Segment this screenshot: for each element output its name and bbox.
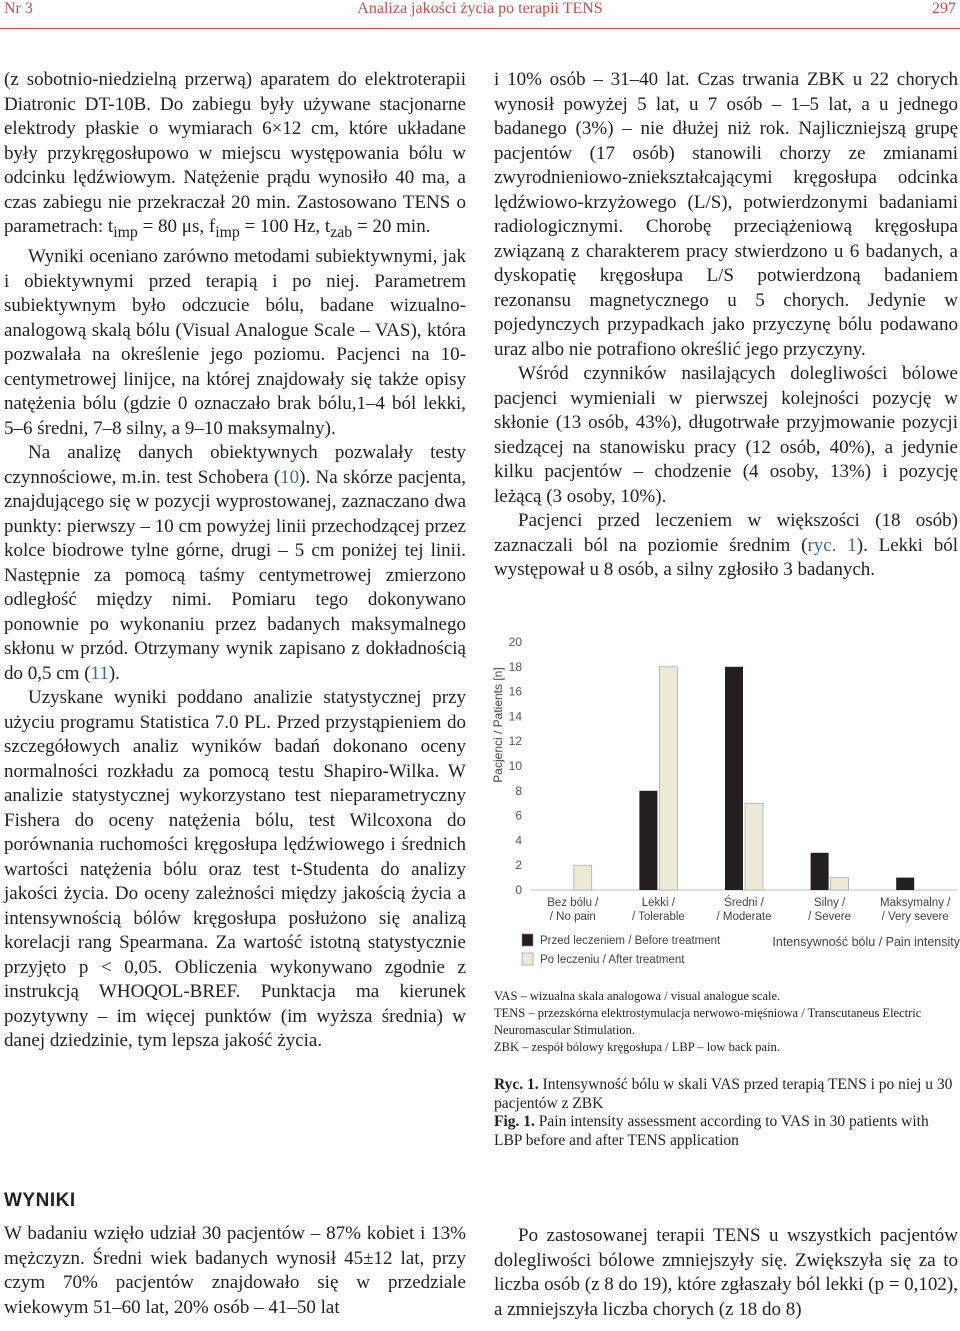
x-tick-label: / Moderate bbox=[716, 911, 772, 923]
text-run: = 100 Hz, t bbox=[239, 216, 331, 237]
reference-link[interactable]: 11 bbox=[90, 662, 109, 684]
header-rule bbox=[0, 28, 960, 29]
legend-label-before: Przed leczeniem / Before treatment bbox=[540, 935, 721, 947]
x-tick-label: / No pain bbox=[549, 911, 596, 923]
methods-paragraph-3 bbox=[4, 441, 466, 686]
y-axis-title: Pacjenci / Patients [n] bbox=[491, 667, 505, 783]
x-tick-label: / Very severe bbox=[881, 911, 949, 923]
legend-label-after: Po leczeniu / After treatment bbox=[540, 954, 685, 966]
bar-before-4 bbox=[896, 878, 914, 890]
methods-paragraph-2: Wyniki oceniano zarówno metodami subiektywnymi, jak i obiektywnymi przed terapią i po niej. Parametrem subiektywnym było odczucie bólu, badane wizualno-analogową skalą bólu (Visual Analogue Scale – VAS), która pozwalała na określenie jego poziomu. Pacjenci na 10-centymetrowej linijce, na której znajdowały się także opisy natężenia bólu (gdzie 0 oznaczało brak bólu,1–4 ból lekki, 5–6 średni, 7–8 silny, a 9–10 maksymalny). bbox=[4, 246, 466, 439]
text-run: = 20 min. bbox=[352, 216, 431, 237]
subscript: imp bbox=[113, 223, 138, 241]
bar-after-1 bbox=[659, 667, 677, 890]
bars bbox=[574, 667, 914, 890]
subscript: zab bbox=[330, 223, 353, 241]
page-number: 297 bbox=[932, 0, 956, 17]
text-run: ). bbox=[108, 662, 120, 684]
reference-link[interactable]: 10 bbox=[280, 466, 300, 488]
results-after-paragraph: Po zastosowanej terapii TENS u wszystkich pacjentów dolegliwości bólowe zmniejszyły się. Zwiększyła się za to liczba osób (z 8 do 19), które zgłaszały ból lekki (p = 0,102), a zmniejszyła liczba chorych (z 18 do 8) bbox=[494, 1225, 958, 1320]
bar-after-2 bbox=[745, 803, 763, 890]
results-paragraph-1: i 10% osób – 31–40 lat. Czas trwania ZBK u 22 chorych wynosił powyżej 5 lat, u 7 osób – 1–5 lat, a u jednego badanego (3%) – nie dłużej niż rok. Najliczniejszą grupę pacjentów (17 osób) stanowili chorzy ze zmianami zwyrodnieniowo-zniekształcającymi kręgosłupa odcinka lędźwiowo-krzyżowego (L/S), potwierdzonymi badaniami radiologicznymi. Chorobę przeciążeniową kręgosłupa związaną z charakterem pracy stwierdzono u 6 badanych, a dyskopatię kręgosłupa L/S potwierdzoną badaniem rezonansu magnetycznego u 5 chorych. Jedynie w pojedynczych przypadkach jako przyczynę bólu podawano uraz albo nie potrafiono określić jego przyczyny. bbox=[494, 69, 958, 360]
y-tick-label: 6 bbox=[515, 808, 522, 823]
right-column bbox=[494, 68, 958, 583]
subscript: imp bbox=[215, 223, 240, 241]
y-tick-label: 18 bbox=[508, 659, 522, 674]
results-paragraph-3 bbox=[494, 509, 958, 583]
y-tick-label: 16 bbox=[508, 684, 522, 699]
figure-caption bbox=[494, 1076, 958, 1150]
x-tick-label: / Tolerable bbox=[631, 911, 685, 923]
text-run: ). Na skórze pacjenta, znajdującego się w pozycji wyprostowanej, zaznaczano dwa punkty: pierwszy – 10 cm powyżej linii przechodzącej przez kolce biodrowe tylne górne, drugi – 5 cm poniżej tej linii. Następnie za pomocą taśmy centymetrowej zmierzono odległość między nimi. Pomiaru tego dokonywano ponownie po wykonaniu przez badanych maksymalnego skłonu w przód. Otrzymany wynik zapisano z dokładnością do 0,5 cm ( bbox=[4, 466, 466, 684]
bar-after-3 bbox=[831, 878, 849, 890]
results-paragraph-2: Wśród czynników nasilających dolegliwości bólowe pacjenci wymieniali w pierwszej kolejności pozycję w skłonie (13 osób, 43%), długotrwałe przyjmowanie pozycji siedzącej na stanowisku pracy (12 osób, 40%), a jedynie kilku pacjentów – chodzenie (4 osoby, 13%) i pozycję leżącą (3 osoby, 10%). bbox=[494, 363, 958, 507]
y-ticks bbox=[509, 635, 523, 897]
y-tick-label: 12 bbox=[508, 734, 522, 749]
methods-paragraph-4: Uzyskane wyniki poddano analizie statystycznej przy użyciu programu Statistica 7.0 PL. Przed przystąpieniem do szczegółowych analiz wyników badań dokonano oceny normalności rozkładu za pomocą testu Shapiro-Wilka. W analizie statystycznej wykorzystano test nieparametryczny Fishera do oceny natężenia bólu, test Wilcoxona do porównania ruchomości kręgosłupa lędźwiowego i średnich wartości natężenia bólu oraz test t-Studenta do analizy jakości życia. Do oceny zależności między jakością życia a intensywnością bólów kręgosłupa posłużono się analizą korelacji rang Spearmana. Za wartość istotną statystycznie przyjęto p < 0,05. Obliczenia wykonywano zgodnie z instrukcją WHOQOL-BREF. Punktacja ma kierunek pozytywny – im więcej punktów (im wyższa średnia) w danej dziedzinie, tym lepsza jakość życia. bbox=[4, 687, 466, 1052]
results-left-text bbox=[4, 1222, 466, 1320]
y-tick-label: 2 bbox=[515, 858, 522, 873]
text-run: Na analizę danych obiektywnych pozwalały testy czynnościowe, m.in. test Schobera ( bbox=[4, 442, 466, 488]
bar-after-0 bbox=[574, 865, 592, 890]
legend-swatch-before bbox=[522, 934, 533, 946]
caption-text: Pain intensity assessment according to VAS in 30 patients with LBP before and after TENS application bbox=[494, 1113, 929, 1149]
caption-english bbox=[494, 1113, 958, 1150]
x-tick-label: Średni / bbox=[724, 897, 764, 909]
left-column bbox=[4, 68, 466, 1054]
x-labels bbox=[547, 896, 951, 923]
results-intro-paragraph: W badaniu wzięło udział 30 pacjentów – 87% kobiet i 13% mężczyzn. Średni wiek badanych wynosił 45±12 lat, przy czym 70% pacjentów znajdowało się w przedziale wiekowym 51–60 lat, 20% osób – 41–50 lat bbox=[4, 1223, 466, 1318]
text-run: (z sobotnio-niedzielną przerwą) aparatem do elektroterapii Diatronic DT-10B. Do zabiegu były używane stacjonarne elektrody płaskie o wymiarach 6×12 cm, które układane były przykręgosłupowo w miejscu występowania bólu w odcinku lędźwiowym. Natężenie prądu wynosiło 40 ma, a czas zabiegu nie przekraczał 20 min. Zastosowano TENS o parametrach: t bbox=[4, 69, 466, 237]
x-tick-label: Silny / bbox=[813, 897, 846, 909]
figure-reference[interactable]: ryc. 1 bbox=[807, 534, 857, 556]
running-title: Analiza jakości życia po terapii TENS bbox=[357, 0, 603, 17]
y-tick-label: 10 bbox=[508, 759, 522, 773]
y-tick-label: 8 bbox=[515, 783, 522, 798]
text-run: Pacjenci przed leczeniem w większości (18 osób) zaznaczali ból na poziomie średnim ( bbox=[494, 510, 958, 556]
y-tick-label: 20 bbox=[508, 635, 522, 649]
abbreviation-vas: VAS – wizualna skala analogowa / visual analogue scale. bbox=[494, 989, 781, 1003]
pain-intensity-chart bbox=[488, 625, 960, 970]
section-heading-results: WYNIKI bbox=[4, 1190, 76, 1211]
x-tick-label: Maksymalny / bbox=[880, 897, 951, 909]
abbreviations bbox=[494, 988, 958, 1056]
abbreviation-tens: TENS – przezskórna elektrostymulacja nerwowo-mięśniowa / Transcutaneus Electric Neuromascular Stimulation. bbox=[494, 1006, 922, 1037]
y-tick-label: 14 bbox=[508, 709, 522, 724]
x-tick-label: / Severe bbox=[808, 911, 852, 923]
caption-polish bbox=[494, 1076, 958, 1113]
running-head bbox=[0, 0, 960, 24]
caption-label: Fig. 1. bbox=[494, 1113, 535, 1130]
y-tick-label: 0 bbox=[515, 883, 522, 897]
bar-before-2 bbox=[725, 667, 743, 890]
legend-swatch-after bbox=[522, 953, 533, 965]
methods-paragraph-1 bbox=[4, 68, 466, 245]
bar-before-1 bbox=[639, 791, 657, 890]
x-tick-label: Bez bólu / bbox=[547, 897, 599, 909]
text-run: ). Lekki ból występował u 8 osób, a silny zgłosiło 3 badanych. bbox=[494, 534, 958, 580]
results-right-text bbox=[494, 1224, 958, 1322]
abbreviation-zbk: ZBK – zespół bólowy kręgosłupa / LBP – low back pain. bbox=[494, 1040, 780, 1054]
caption-text: Intensywność bólu w skali VAS przed terapią TENS i po niej u 30 pacjentów z ZBK bbox=[494, 1076, 953, 1112]
caption-label: Ryc. 1. bbox=[494, 1076, 539, 1093]
chart-svg bbox=[488, 625, 960, 970]
x-tick-label: Lekki / bbox=[641, 897, 676, 909]
legend bbox=[522, 934, 721, 966]
bar-before-3 bbox=[811, 853, 829, 890]
x-axis-title: Intensywność bólu / Pain intensity bbox=[772, 935, 960, 949]
y-tick-label: 4 bbox=[515, 833, 522, 848]
text-run: = 80 μs, f bbox=[137, 216, 216, 237]
issue-number: Nr 3 bbox=[4, 0, 33, 17]
